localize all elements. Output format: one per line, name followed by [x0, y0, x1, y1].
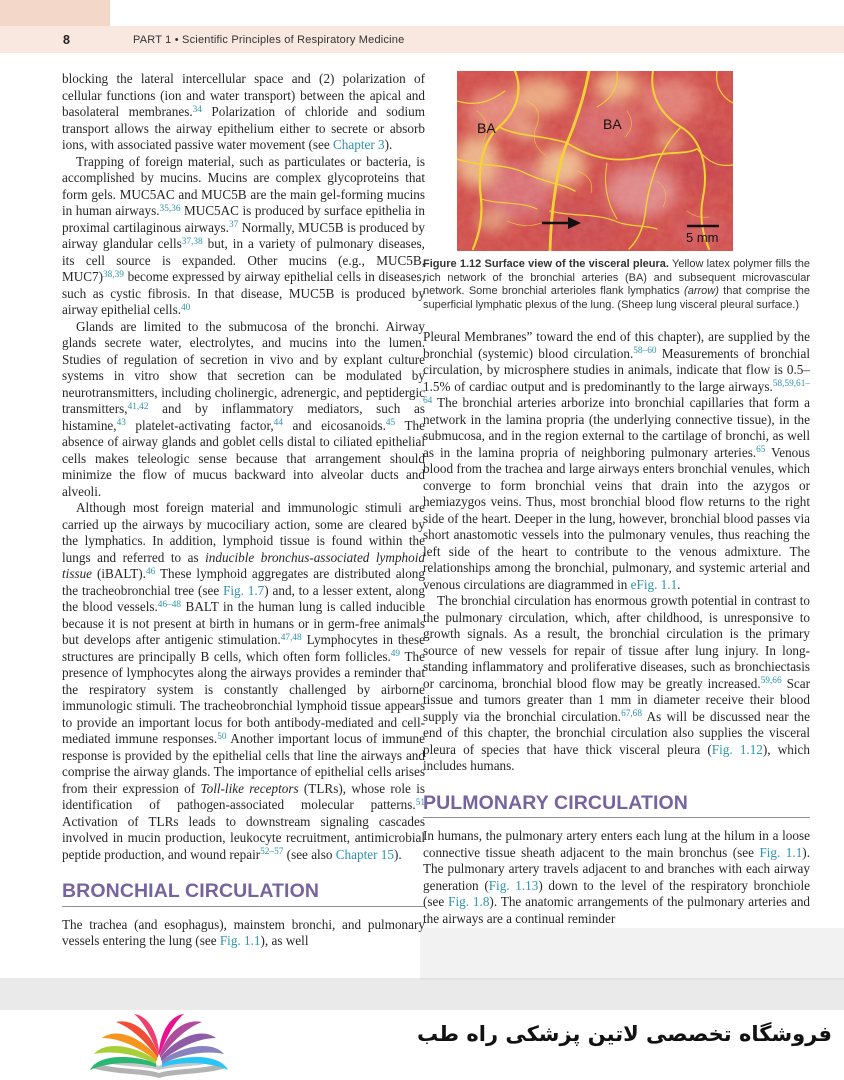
citation-reference[interactable]: 51 [415, 797, 425, 808]
paragraph: Trapping of foreign material, such as particulates or bacteria, is accomplished by mucins. Mucins are complex glycoproteins that form gels. MUC5AC and MUC5B are the main gel-forming mucins in human airways.$^{35,36}$ MUC5AC is produced by surface epithelia in proximal cartilaginous airways.$^{37}$ Normally, MUC5B is produced by airway glandular cells$^{37,38}$ but, in a variety of pulmonary diseases, its cell source is expanded. Other mucins (e.g., MUC5B, MUC7)$^{38,39}$ become expressed by airway epithelial cells in diseases, such as cystic fibrosis. In that disease, MUC5B is produced by airway epithelial cells.$^{40}$ [62, 153, 425, 317]
ba-label-left: BA [477, 120, 496, 136]
cross-reference-link[interactable]: Fig. 1.13 [488, 877, 539, 893]
figure-caption [423, 258, 810, 312]
citation-reference[interactable]: 41,42 [127, 401, 149, 412]
paragraph-group-pulmonary [423, 828, 810, 927]
watermark-gray-band [0, 978, 844, 1012]
header-title: PART 1 • Scientific Principles of Respiratory Medicine [133, 34, 405, 46]
citation-reference[interactable]: 67,68 [621, 709, 642, 720]
cross-reference-link[interactable]: Chapter 3 [333, 137, 385, 152]
cross-reference-link[interactable]: Fig. 1.12 [711, 741, 763, 757]
paragraph: Although most foreign material and immunologic stimuli are carried up the airways by mucociliary action, some are cleared by the lymphatics. In addition, lymphoid tissue is found within the lungs and referred to as inducible bronchus-associated lymphoid tissue (iBALT).$^{46}$ These lymphoid aggregates are distributed along the tracheobronchial tree (see Fig. 1.7) and, to a lesser extent, along the blood vessels.$^{46-48}$ BALT in the human lung is called inducible because it is not present at birth in humans or in germ-free animals but develops after antigenic stimulation.$^{47,48}$ Lymphocytes in these structures are principally B cells, which often form follicles.$^{49}$ The presence of lymphocytes along the airways provides a reminder that the respiratory system is constantly challenged by airborne immunologic stimuli. The tracheobronchial lymphoid tissue appears to provide an important locus for both antibody-mediated and cell-mediated immune responses.$^{50}$ Another important locus of immune response is provided by the epithelial cells that line the airways and comprise the airway glands. The importance of epithelial cells arises from their expression of Toll-like receptors (TLRs), whose role is identification of pathogen-associated molecular patterns.$^{51}$ Activation of TLRs leads to downstream signaling cascades involved in mucin production, leukocyte recruitment, antimicrobial peptide production, and wound repair$^{52-57}$ (see also Chapter 15). [62, 500, 426, 862]
cross-reference-link[interactable]: Fig. 1.7 [223, 582, 265, 598]
paragraph-group-pleural [423, 329, 810, 775]
citation-reference[interactable]: 59,66 [760, 676, 782, 687]
page-header [0, 26, 844, 53]
citation-reference[interactable]: 34 [192, 104, 202, 115]
citation-reference[interactable]: 47,48 [280, 632, 302, 643]
citation-reference[interactable]: 35,36 [159, 203, 181, 214]
cross-reference-link[interactable]: Fig. 1.1 [759, 844, 803, 860]
citation-reference[interactable]: 52–57 [260, 847, 284, 857]
section-heading-bronchial: BRONCHIAL CIRCULATION [62, 883, 425, 907]
citation-reference[interactable]: 37,38 [181, 236, 203, 247]
figure-image [457, 71, 733, 251]
citation-reference[interactable]: 49 [390, 649, 401, 659]
paragraph: Pleural Membranes” toward the end of this chapter), are supplied by the bronchial (systemic) blood circulation.$^{58-60}$ Measurements of bronchial circulation, by microsphere studies in animals, indicate that flow is 0.5–1.5% of cardiac output and is predominantly to the large airways.$^{58,59,61-64}$ The bronchial arteries arborize into bronchial capillaries that form a network in the lamina propria (the underlying connective tissue), in the submucosa, and in the region external to the cartilage of bronchi, as well as in the lamina propria of neighboring pulmonary arteries.$^{65}$ Venous blood from the trachea and large airways enters bronchial venules, which converge to form bronchial veins that drain into the azygos or hemiazygos veins. Thus, most bronchial blood flow returns to the right side of the heart. Deeper in the lung, however, bronchial blood passes via short anastomotic vessels into the pulmonary venules, thus reaching the left side of the heart to contribute to the venous admixture. The relationships among the bronchial, pulmonary, and systemic arterial and venous circulations are diagrammed in eFig. 1.1. [423, 329, 810, 592]
watermark-gray-band-right [420, 928, 844, 980]
citation-reference[interactable]: 58–60 [633, 346, 657, 357]
citation-reference[interactable]: 58,59,61–64 [423, 379, 810, 406]
paragraph: The trachea (and esophagus), mainstem bronchi, and pulmonary vessels entering the lung (see Fig. 1.1), as well [62, 916, 425, 948]
paragraph: blocking the lateral intercellular space and (2) polarization of cellular functions (ion and water transport) between the apical and basolateral membranes.$^{34}$ Polarization of chloride and sodium transport allows the airway epithelium either to secrete or absorb ions, with associated passive water movement (see Chapter 3). [62, 71, 425, 152]
section-heading-pulmonary: PULMONARY CIRCULATION [423, 795, 810, 819]
cross-reference-link[interactable]: eFig. 1.1 [630, 576, 678, 592]
citation-reference[interactable]: 45 [385, 418, 396, 428]
cross-reference-link[interactable]: Fig. 1.8 [448, 894, 490, 910]
book-leaves-left [90, 1014, 159, 1070]
right-column [423, 71, 810, 927]
paragraph: In humans, the pulmonary artery enters each lung at the hilum in a loose connective tissue sheath adjacent to the main bronchus (see Fig. 1.1). The pulmonary artery travels adjacent to and branches with each airway generation (Fig. 1.13) down to the level of the respiratory bronchiole (see Fig. 1.8). The anatomic arrangements of the pulmonary arteries and the airways are a continual reminder [423, 828, 811, 926]
paragraph: Glands are limited to the submucosa of the bronchi. Airway glands secrete water, electrolytes, and mucins into the lumen. Studies of regulation of secretion in vivo and by explant culture systems in vitro show that secretion can be modulated by neurotransmitters, including cholinergic, adrenergic, and peptidergic transmitters,$^{41,42}$ and by inflammatory mediators, such as histamine,$^{43}$ platelet-activating factor,$^{44}$ and eicosanoids.$^{45}$ The absence of airway glands and goblet cells distal to ciliated epithelial cells makes teleologic sense because that arrangement should minimize the flow of mucus backward into alveolar ducts and alveoli. [62, 318, 426, 499]
citation-reference[interactable]: 38,39 [103, 269, 124, 280]
citation-reference[interactable]: 50 [217, 731, 227, 742]
ba-label-right: BA [603, 116, 622, 132]
citation-reference[interactable]: 40 [181, 302, 191, 313]
paragraph: Figure 1.12 Surface view of the visceral pleura. Yellow latex polymer fills the rich network of the bronchial arteries (BA) and subsequent microvascular network. Some bronchial arterioles flank lymphatics (arrow) that comprise the superficial lymphatic plexus of the lung. (Sheep lung visceral pleural surface.) [423, 258, 810, 311]
citation-reference[interactable]: 43 [116, 418, 126, 428]
paragraph-group-bronchial [62, 917, 425, 950]
cross-reference-link[interactable]: Fig. 1.1 [219, 933, 261, 948]
citation-reference[interactable]: 44 [273, 418, 283, 428]
citation-reference[interactable]: 46 [145, 566, 156, 577]
figure-texture-fine [457, 71, 733, 251]
paragraph: The bronchial circulation has enormous growth potential in contrast to the pulmonary circulation, which, after childhood, is unresponsive to growth signals. As a result, the bronchial circulation is the primary source of new vessels for repair of tissue after lung injury. In long-standing inflammatory and proliferative diseases, such as bronchiectasis or carcinoma, bronchial blood flow may be greatly increased.$^{59,66}$ Scar tissue and tumors greater than 1 mm in diameter receive their blood supply via the bronchial circulation.$^{67,68}$ As will be discussed near the end of this chapter, the bronchial circulation also supplies the visceral pleura of species that have thick visceral pleura (Fig. 1.12), which includes humans. [423, 593, 810, 774]
page-number: 8 [63, 33, 70, 47]
citation-reference[interactable]: 37 [228, 220, 239, 230]
citation-reference[interactable]: 46–48 [157, 599, 182, 610]
cross-reference-link[interactable]: Chapter 15 [335, 846, 394, 862]
book-leaves-right [159, 1014, 228, 1070]
citation-reference[interactable]: 65 [756, 445, 766, 456]
left-column [62, 71, 425, 950]
bookstore-logo-book-icon [84, 1012, 234, 1078]
paragraph-group-intro [62, 71, 425, 863]
scale-bar-label: 5 mm [686, 230, 719, 245]
bookstore-name-persian: فروشگاه تخصصی لاتین پزشکی راه طب [417, 1022, 832, 1046]
